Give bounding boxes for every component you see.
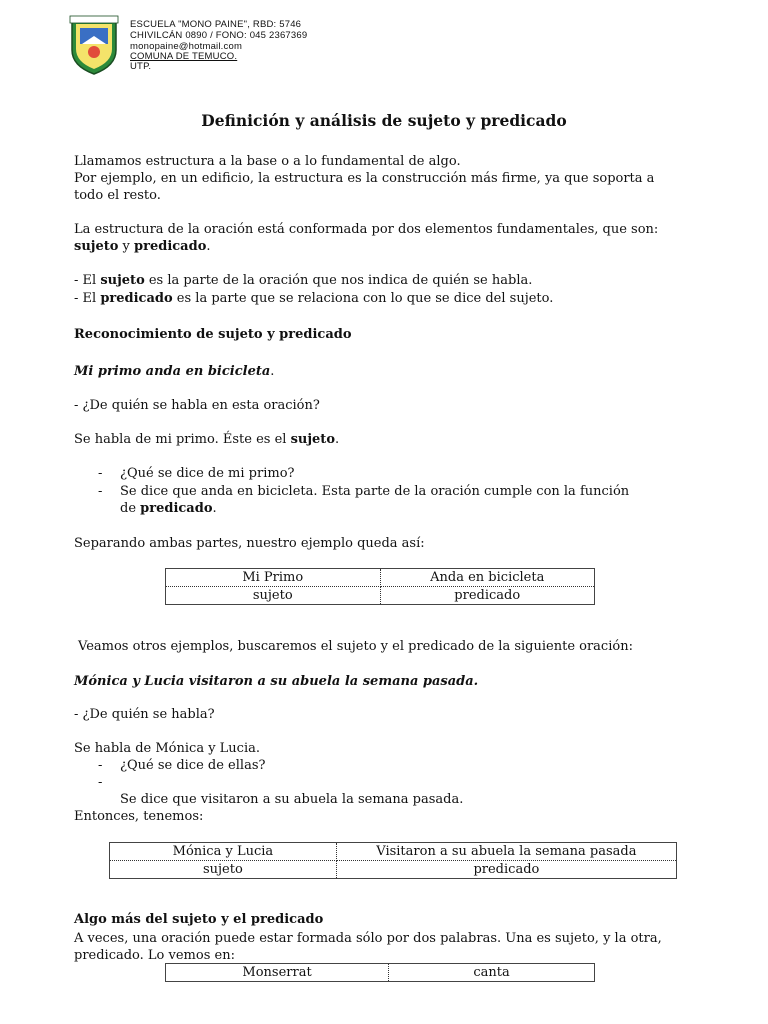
bullet-dash: -: [98, 758, 103, 773]
bullet-text: ¿Qué se dice de mi primo?: [120, 466, 295, 481]
text-span: y: [118, 239, 135, 254]
text-span: .: [212, 501, 217, 516]
example-table-1: [165, 568, 595, 605]
table-cell: sujeto: [110, 861, 337, 879]
term-predicado: predicado: [134, 239, 207, 254]
table-cell: Anda en bicicleta: [380, 569, 595, 587]
table-cell: Visitaron a su abuela la semana pasada: [336, 843, 676, 861]
section-heading: Algo más del sujeto y el predicado: [74, 912, 324, 927]
text-span: de: [120, 501, 141, 516]
text-span: es la parte de la oración que nos indica de quién se habla.: [144, 273, 533, 288]
table-cell: Mónica y Lucia: [110, 843, 337, 861]
text-span: Se habla de mi primo. Éste es el: [74, 432, 291, 447]
paragraph-line: Por ejemplo, en un edificio, la estructura es la construcción más firme, ya que soporta a: [74, 171, 655, 186]
school-email: monopaine@hotmail.com: [130, 41, 243, 52]
text-span: es la parte que se relaciona con lo que se dice del sujeto.: [172, 291, 554, 306]
paragraph-line: Veamos otros ejemplos, buscaremos el sujeto y el predicado de la siguiente oración:: [78, 639, 633, 654]
example-sentence: [74, 363, 274, 380]
text-span: .: [206, 239, 211, 254]
paragraph-line: Entonces, tenemos:: [74, 809, 204, 824]
bullet-dash: -: [98, 466, 103, 481]
paragraph-line: La estructura de la oración está conformada por dos elementos fundamentales, que son:: [74, 222, 659, 237]
table-cell: canta: [389, 964, 595, 982]
school-unit: UTP.: [130, 61, 152, 72]
answer: Se habla de Mónica y Lucia.: [74, 741, 260, 756]
table-row: [166, 964, 595, 982]
definition-sujeto: [74, 272, 532, 289]
table-cell: sujeto: [166, 587, 381, 605]
paragraph-line: predicado. Lo vemos en:: [74, 948, 235, 963]
text-span: .: [270, 364, 275, 379]
paragraph-line: A veces, una oración puede estar formada sólo por dos palabras. Una es sujeto, y la otra,: [74, 931, 662, 946]
school-name: ESCUELA "MONO PAINE", RBD: 5746: [130, 19, 302, 30]
section-heading: Reconocimiento de sujeto y predicado: [74, 327, 352, 342]
table-cell: Mi Primo: [166, 569, 381, 587]
school-address: CHIVILCÁN 0890 / FONO: 045 2367369: [130, 30, 308, 41]
table-row: [166, 569, 595, 587]
table-row: [110, 843, 677, 861]
paragraph-line: [74, 238, 211, 255]
text-span: .: [334, 432, 340, 447]
example-text: Mi primo anda en bicicleta: [74, 364, 271, 379]
bullet-text: [120, 500, 217, 517]
bullet-dash: -: [98, 775, 103, 790]
example-sentence: Mónica y Lucia visitaron a su abuela la semana pasada.: [74, 674, 479, 689]
bullet-text: Se dice que visitaron a su abuela la semana pasada.: [120, 792, 464, 807]
school-commune: COMUNA DE TEMUCO.: [130, 51, 238, 62]
question: - ¿De quién se habla?: [74, 707, 215, 722]
paragraph-line: Llamamos estructura a la base o a lo fundamental de algo.: [74, 154, 461, 169]
definition-predicado: [74, 290, 553, 307]
answer: [74, 431, 339, 448]
bullet-text: ¿Qué se dice de ellas?: [120, 758, 266, 773]
text-span: - El: [74, 273, 101, 288]
school-logo: [66, 14, 122, 76]
paragraph-line: todo el resto.: [74, 188, 161, 203]
bullet-text: Se dice que anda en bicicleta. Esta parte de la oración cumple con la función: [120, 484, 630, 499]
term-sujeto: sujeto: [100, 273, 145, 288]
term-predicado: predicado: [100, 291, 173, 306]
paragraph-line: Separando ambas partes, nuestro ejemplo queda así:: [74, 536, 425, 551]
page-title: Definición y análisis de sujeto y predicado: [201, 111, 567, 130]
table-row: [166, 587, 595, 605]
term-sujeto: sujeto: [290, 432, 335, 447]
example-table-2: [109, 842, 677, 879]
example-table-3: [165, 963, 595, 982]
table-cell: predicado: [380, 587, 595, 605]
table-cell: Monserrat: [166, 964, 389, 982]
text-span: - El: [74, 291, 101, 306]
question: - ¿De quién se habla en esta oración?: [74, 398, 320, 413]
bullet-dash: -: [98, 484, 103, 499]
table-cell: predicado: [336, 861, 676, 879]
term-sujeto: sujeto: [74, 239, 119, 254]
term-predicado: predicado: [140, 501, 213, 516]
table-row: [110, 861, 677, 879]
